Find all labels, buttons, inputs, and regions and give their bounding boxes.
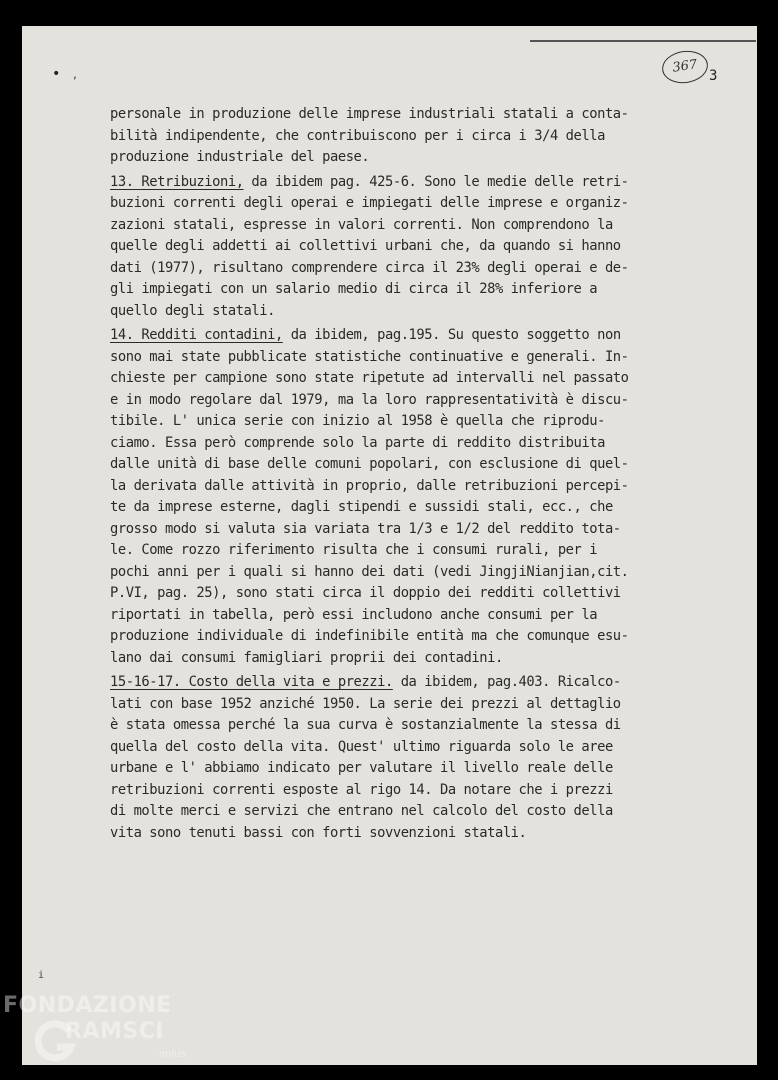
text-line: quella del costo della vita. Quest' ultimo riguarda solo le aree: [110, 738, 613, 755]
text-line: e in modo regolare dal 1979, ma la loro rappresentatività è discu-: [110, 391, 629, 408]
text-line: sono mai state pubblicate statistiche continuative e generali. In-: [110, 348, 629, 365]
text-line: vita sono tenuti bassi con forti sovvenzioni statali.: [110, 824, 527, 841]
text-line: personale in produzione delle imprese industriali statali a conta-: [110, 106, 629, 122]
text-line: buzioni correnti degli operai e impiegati delle imprese e organiz-: [110, 195, 629, 211]
text-line: chieste per campione sono state ripetute ad intervalli nel passato: [110, 370, 629, 386]
text-line: quello degli statali.: [110, 302, 275, 319]
dot-mark: •: [52, 66, 61, 82]
text-line: quelle degli addetti ai collettivi urbani che, da quando si hanno: [110, 238, 621, 254]
text-line: è stata omessa perché la sua curva è sostanzialmente la stessa di: [110, 717, 621, 733]
text-fragment: da ibidem pag. 425-6. Sono le medie delle retri-: [243, 173, 629, 190]
text-line: [110, 672, 705, 694]
paragraph-intro: [110, 104, 705, 169]
text-line: dalle unità di base delle comuni popolari, con esclusione di quel-: [110, 456, 629, 472]
paragraph-costo-vita: [110, 672, 705, 844]
text-line: ciamo. Essa però comprende solo la parte di reddito distribuita: [110, 434, 605, 451]
watermark-line-2: RAMSCI: [65, 1019, 165, 1044]
text-line: di molte merci e servizi che entrano nel calcolo del costo della: [110, 803, 613, 819]
text-line: [110, 172, 705, 194]
text-line: bilità indipendente, che contribuiscono per i circa i 3/4 della: [110, 127, 605, 144]
text-fragment: da ibidem, pag.195. Su questo soggetto non: [282, 327, 621, 343]
text-line: produzione industriale del paese.: [110, 149, 370, 165]
text-line: urbane e l' abbiamo indicato per valutare il livello reale delle: [110, 760, 613, 776]
tick-mark: ,: [72, 70, 79, 81]
text-line: le. Come rozzo riferimento risulta che i consumi rurali, per i: [110, 542, 598, 558]
text-line: la derivata dalle attività in proprio, dalle retribuzioni percepi-: [110, 477, 629, 494]
text-line: riportati in tabella, però essi includono anche consumi per la: [110, 606, 598, 623]
text-line: zazioni statali, espresse in valori correnti. Non comprendono la: [110, 216, 613, 233]
text-line: tibile. L' unica serie con inizio al 1958 è quella che riprodu-: [110, 413, 605, 429]
text-line: produzione individuale di indefinibile entità ma che comunque esu-: [110, 628, 629, 644]
text-line: grosso modo si valuta sia variata tra 1/3 e 1/2 del reddito tota-: [110, 520, 621, 537]
text-line: lati con base 1952 anziché 1950. La serie dei prezzi al dettaglio: [110, 695, 621, 712]
paragraph-retribuzioni: [110, 172, 705, 323]
text-line: lano dai consumi famigliari proprii dei contadini.: [110, 649, 503, 666]
archive-stamp: 367: [660, 48, 710, 86]
section-heading: 15-16-17. Costo della vita e prezzi.: [110, 674, 393, 690]
watermark-line-3: onlus: [159, 1049, 186, 1060]
text-line: gli impiegati con un salario medio di circa il 28% inferiore a: [110, 281, 598, 297]
document-page: [22, 26, 757, 1065]
watermark-line-1: FONDAZIONE: [3, 993, 172, 1018]
margin-mark: i: [38, 970, 45, 981]
text-line: [110, 325, 705, 347]
paragraph-redditi: [110, 325, 705, 669]
top-rule: [530, 40, 756, 42]
text-line: pochi anni per i quali si hanno dei dati (vedi JingjiNianjian,cit.: [110, 563, 629, 580]
text-line: te da imprese esterne, dagli stipendi e sussidi stali, ecc., che: [110, 499, 613, 515]
text-line: retribuzioni correnti esposte al rigo 14. Da notare che i prezzi: [110, 781, 613, 798]
text-fragment: da ibidem, pag.403. Ricalco-: [392, 674, 621, 690]
fondazione-gramsci-watermark: [3, 993, 203, 1079]
page-number: 3: [709, 68, 718, 84]
text-line: P.VI, pag. 25), sono stati circa il doppio dei redditi collettivi: [110, 585, 621, 601]
section-heading: 14. Redditi contadini,: [110, 327, 283, 343]
text-line: dati (1977), risultano comprendere circa il 23% degli operai e de-: [110, 259, 629, 276]
section-heading: 13. Retribuzioni,: [110, 173, 244, 190]
body-text: [110, 104, 705, 847]
